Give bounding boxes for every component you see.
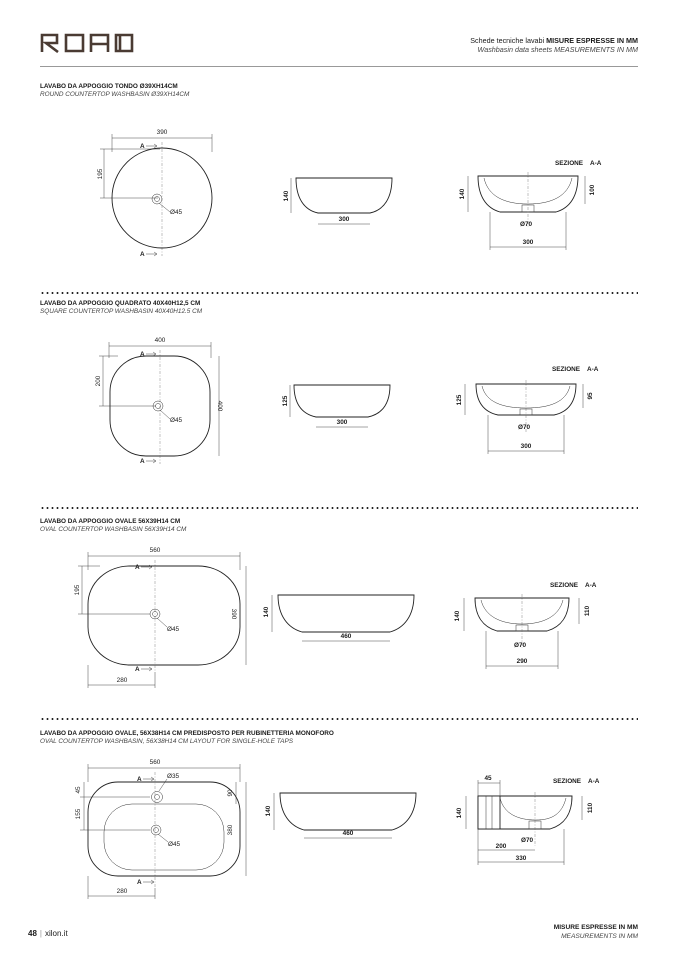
s4-height-dim: 140 [265, 805, 272, 817]
header-title-prefix: Schede tecniche lavabi [470, 36, 545, 45]
header-title-bold: MISURE ESPRESSE IN MM [546, 36, 638, 45]
section-1-side-view [283, 178, 392, 224]
s3-offset-dim: 280 [116, 677, 128, 684]
s3-sec-tag: A-A [585, 582, 597, 589]
s3-width-dim: 560 [149, 547, 161, 554]
page-number: 48 [28, 929, 37, 938]
s2-sec-base: 300 [520, 443, 532, 450]
footer-bold: MISURE ESPRESSE IN MM [553, 924, 638, 931]
s4-sec-inner-base: 200 [495, 843, 507, 850]
s4-sec-drain: Ø70 [521, 837, 534, 844]
footer-italic: MEASUREMENTS IN MM [561, 932, 638, 940]
s4-sec-tap: 45 [484, 775, 492, 782]
s2-height-dim: 125 [282, 395, 289, 407]
section-4-cross-section [456, 775, 600, 865]
s1-half-dim: 195 [97, 168, 104, 180]
s2-drain-dim: Ø45 [170, 417, 183, 424]
section-4-plan-view [75, 759, 246, 899]
s1-sec-height: 140 [459, 188, 466, 200]
section-3-title: LAVABO DA APPOGGIO OVALE 56X39H14 CM [40, 518, 181, 525]
header-subtitle: Washbasin data sheets MEASUREMENTS IN MM [477, 45, 638, 54]
s1-height-dim: 140 [283, 190, 290, 202]
site-link[interactable]: xilon.it [44, 929, 68, 938]
section-4-title: LAVABO DA APPOGGIO OVALE, 56X38H14 CM PREDISPOSTO PER RUBINETTERIA MONOFORO [40, 730, 334, 737]
s4-base-dim: 460 [342, 830, 354, 837]
s3-base-dim: 460 [340, 633, 352, 640]
s1-sec-label: SEZIONE [555, 160, 584, 167]
section-2-subtitle: SQUARE COUNTERTOP WASHBASIN 40X40H12.5 CM [40, 308, 203, 315]
s2-width-dim: 400 [154, 337, 166, 344]
section-3-side-view [263, 595, 414, 641]
s1-sec-drain: Ø70 [520, 221, 533, 228]
s4-sec-base: 330 [515, 855, 527, 862]
s1-sec-tag: A-A [590, 160, 602, 167]
s4-right-top-dim: 90 [227, 789, 234, 797]
s1-cut-top: A [140, 143, 145, 150]
s3-drain-dim: Ø45 [167, 626, 180, 633]
section-4-subtitle: OVAL COUNTERTOP WASHBASIN, 56X38H14 CM LAYOUT FOR SINGLE-HOLE TAPS [40, 738, 293, 745]
section-1-cross-section [459, 160, 602, 250]
s1-drain-dim: Ø45 [170, 209, 183, 216]
s4-mid-dim: 155 [75, 808, 82, 820]
s4-sec-tag: A-A [588, 778, 600, 785]
s2-base-dim: 300 [336, 419, 348, 426]
s3-cut-bottom: A [135, 666, 140, 673]
section-3-cross-section [454, 582, 597, 669]
s3-sec-inner: 110 [584, 605, 591, 617]
s2-sec-drain: Ø70 [518, 424, 531, 431]
s4-offset-dim: 280 [116, 888, 128, 895]
section-2-title: LAVABO DA APPOGGIO QUADRATO 40X40H12,5 CM [40, 300, 201, 307]
s4-sec-label: SEZIONE [553, 778, 582, 785]
s3-height-dim: 140 [263, 606, 270, 618]
s1-sec-inner: 100 [589, 184, 596, 196]
s4-drain-dim: Ø45 [168, 841, 181, 848]
footer-note [554, 924, 638, 941]
s1-width-dim: 390 [156, 129, 168, 136]
section-1-plan-view [97, 129, 212, 258]
s2-sec-height: 125 [456, 394, 463, 406]
s3-cut-top: A [135, 564, 140, 571]
s3-sec-height: 140 [454, 610, 461, 622]
section-2-side-view [282, 385, 390, 427]
s3-sec-drain: Ø70 [514, 642, 527, 649]
section-3-plan-view [74, 547, 246, 688]
s2-depth-dim: 400 [216, 400, 223, 412]
s4-tap-dim: Ø35 [167, 773, 180, 780]
s2-sec-label: SEZIONE [552, 366, 581, 373]
page-footer: 48 | xilon.it [28, 929, 68, 938]
s4-sec-height: 140 [456, 807, 463, 819]
s2-sec-inner: 95 [587, 392, 594, 400]
section-2-plan-view [95, 337, 223, 465]
section-3-subtitle: OVAL COUNTERTOP WASHBASIN 56X39H14 CM [40, 526, 187, 533]
section-4-side-view [265, 793, 416, 838]
s2-cut-bottom: A [140, 458, 145, 465]
s4-cut-bottom: A [137, 879, 142, 886]
s1-base-dim: 300 [338, 216, 350, 223]
section-2-cross-section [456, 366, 599, 454]
s4-width-dim: 560 [149, 759, 161, 766]
s3-depth-dim: 390 [230, 608, 237, 620]
s4-depth-dim: 380 [227, 824, 234, 836]
s2-cut-top: A [140, 351, 145, 358]
s4-cut-top: A [137, 776, 142, 783]
s3-half-dim: 195 [74, 584, 81, 596]
section-1-subtitle: ROUND COUNTERTOP WASHBASIN Ø39XH14CM [40, 91, 190, 98]
s1-sec-base: 300 [522, 239, 534, 246]
s2-sec-tag: A-A [587, 366, 599, 373]
s4-top-dim: 45 [75, 786, 82, 794]
s4-sec-inner: 110 [587, 802, 594, 814]
s1-cut-bottom: A [140, 251, 145, 258]
section-1-title: LAVABO DA APPOGGIO TONDO Ø39XH14CM [40, 83, 178, 90]
s3-sec-base: 290 [516, 658, 528, 665]
s2-half-dim: 200 [95, 375, 102, 387]
s3-sec-label: SEZIONE [550, 582, 579, 589]
